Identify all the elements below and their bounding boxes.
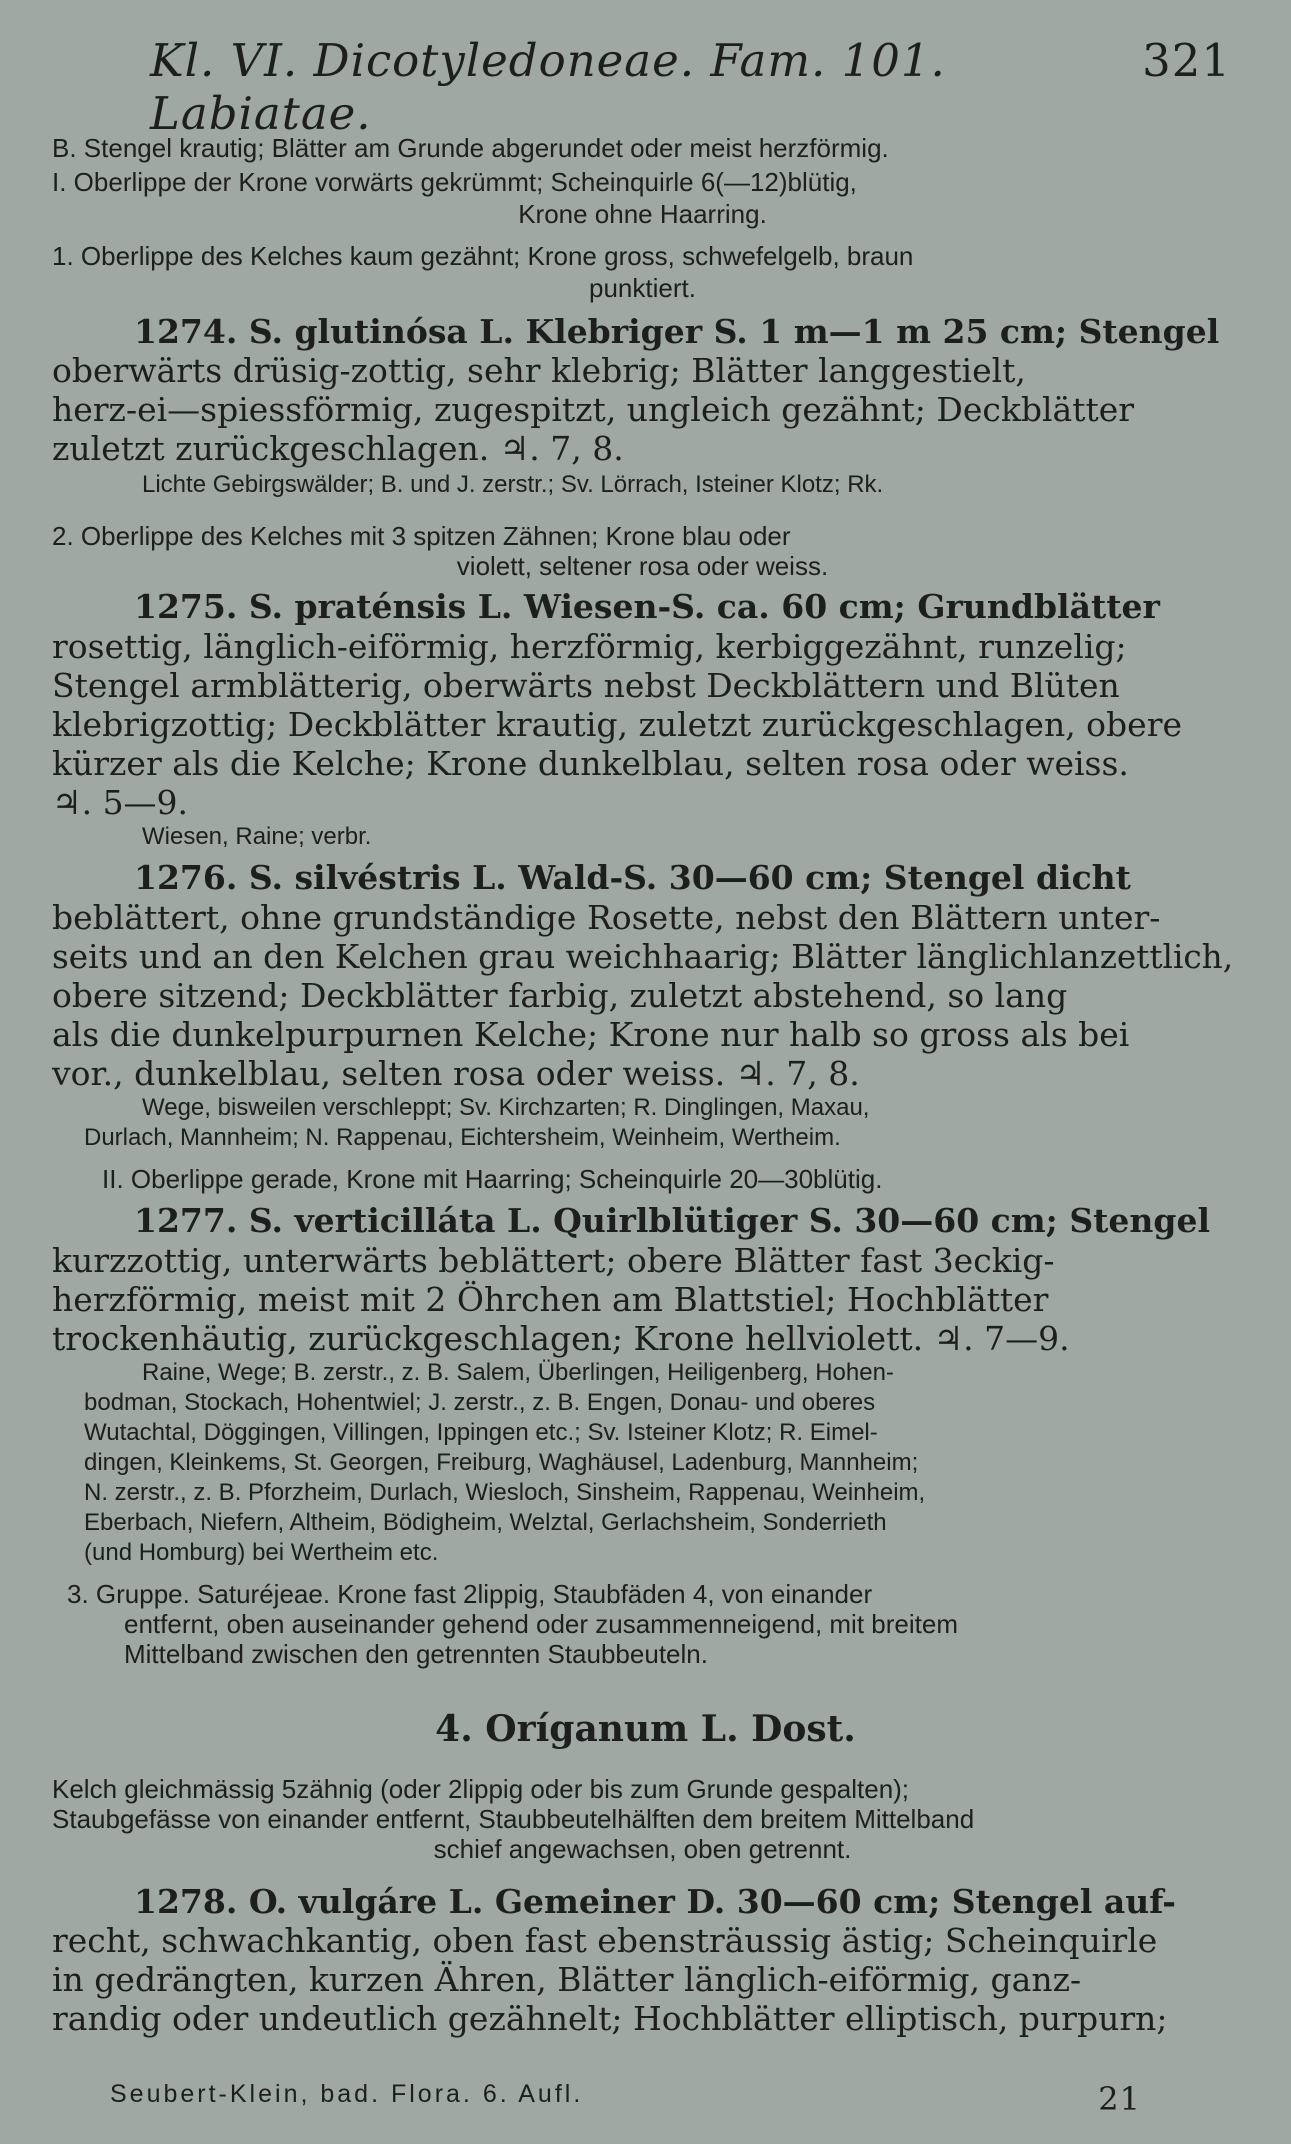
species-entry-line: recht, schwachkantig, oben fast ebensträussig ästig; Scheinquirle [52,1921,1158,1960]
key-line: Krone ohne Haarring. [518,199,767,229]
key-line: I. Oberlippe der Krone vorwärts gekrümmt; Scheinquirle 6(—12)blütig, [52,167,857,197]
genus-description-line: Kelch gleichmässig 5zähnig (oder 2lippig oder bis zum Grunde gespalten); [52,1774,910,1804]
key-line: punktiert. [589,273,696,303]
key-line: Mittelband zwischen den getrennten Staubbeuteln. [124,1639,708,1669]
page-footer [110,2080,1141,2118]
species-entry-line: Stengel armblätterig, oberwärts nebst Deckblättern und Blüten [52,666,1120,705]
species-entry-line: trockenhäutig, zurückgeschlagen; Krone hellviolett. ♃. 7—9. [52,1319,1070,1358]
genus-description-line: Staubgefässe von einander entfernt, Staubbeutelhälften dem breitem Mittelband [52,1804,975,1834]
running-header [150,34,1231,140]
key-line: violett, seltener rosa oder weiss. [456,551,829,581]
header-classification: Kl. VI. Dicotyledoneae. Fam. 101. Labiatae. [150,34,946,140]
species-entry-line: 1275. S. praténsis L. Wiesen-S. ca. 60 cm; Grundblätter [134,587,1160,626]
page-number: 321 [1142,34,1231,87]
species-entry-line: als die dunkelpurpurnen Kelche; Krone nur halb so gross als bei [52,1015,1130,1054]
species-entry-line: randig oder undeutlich gezähnelt; Hochblätter elliptisch, purpurn; [52,1999,1168,2038]
locality-line: Lichte Gebirgswälder; B. und J. zerstr.; Sv. Lörrach, Isteiner Klotz; Rk. [142,471,884,498]
locality-line: N. zerstr., z. B. Pforzheim, Durlach, Wiesloch, Sinsheim, Rappenau, Weinheim, [84,1479,926,1506]
genus-description-line: schief angewachsen, oben getrennt. [433,1834,852,1864]
species-entry-line: obere sitzend; Deckblätter farbig, zuletzt abstehend, so lang [52,976,1068,1015]
species-entry-line: seits und an den Kelchen grau weichhaarig; Blätter länglichlanzettlich, [52,937,1234,976]
locality-line: dingen, Kleinkems, St. Georgen, Freiburg, Waghäusel, Ladenburg, Mannheim; [84,1449,919,1476]
species-entry-line: vor., dunkelblau, selten rosa oder weiss. ♃. 7, 8. [52,1054,860,1093]
key-line: 1. Oberlippe des Kelches kaum gezähnt; Krone gross, schwefelgelb, braun [52,241,914,271]
locality-line: Durlach, Mannheim; N. Rappenau, Eichtersheim, Weinheim, Wertheim. [84,1124,841,1151]
species-entry-line: 1278. O. vulgáre L. Gemeiner D. 30—60 cm; Stengel auf- [134,1882,1176,1921]
species-entry-line: 1274. S. glutinósa L. Klebriger S. 1 m—1 m 25 cm; Stengel [134,312,1220,351]
species-entry-line: 1277. S. verticilláta L. Quirlblütiger S. 30—60 cm; Stengel [134,1201,1211,1240]
species-entry-line: kürzer als die Kelche; Krone dunkelblau, selten rosa oder weiss. [52,744,1129,783]
species-entry-line: in gedrängten, kurzen Ähren, Blätter länglich-eiförmig, ganz- [52,1960,1082,1999]
key-line: II. Oberlippe gerade, Krone mit Haarring; Scheinquirle 20—30blütig. [102,1164,883,1194]
genus-heading: 4. Oríganum L. Dost. [435,1708,856,1750]
key-line: 3. Gruppe. Saturéjeae. Krone fast 2lippig, Staubfäden 4, von einander [67,1579,873,1609]
locality-line: Raine, Wege; B. zerstr., z. B. Salem, Überlingen, Heiligenberg, Hohen- [142,1359,894,1386]
species-entry-line: 1276. S. silvéstris L. Wald-S. 30—60 cm; Stengel dicht [134,858,1131,897]
key-line: 2. Oberlippe des Kelches mit 3 spitzen Zähnen; Krone blau oder [52,521,791,551]
species-entry-line: zuletzt zurückgeschlagen. ♃. 7, 8. [52,429,624,468]
book-reference: Seubert-Klein, bad. Flora. 6. Aufl. [110,2080,584,2108]
species-entry-line: ♃. 5—9. [52,783,189,822]
species-entry-line: rosettig, länglich-eiförmig, herzförmig, kerbiggezähnt, runzelig; [52,627,1127,666]
locality-line: Wiesen, Raine; verbr. [142,823,372,850]
locality-line: Eberbach, Niefern, Altheim, Bödigheim, Welztal, Gerlachsheim, Sonderrieth [84,1509,887,1536]
locality-line: (und Homburg) bei Wertheim etc. [84,1539,439,1566]
locality-line: Wege, bisweilen verschleppt; Sv. Kirchzarten; R. Dinglingen, Maxau, [142,1094,870,1121]
species-entry-line: beblättert, ohne grundständige Rosette, nebst den Blättern unter- [52,898,1161,937]
locality-line: bodman, Stockach, Hohentwiel; J. zerstr., z. B. Engen, Donau- und oberes [84,1389,876,1416]
species-entry-line: kurzzottig, unterwärts beblättert; obere Blätter fast 3eckig- [52,1241,1055,1280]
signature-mark: 21 [1098,2080,1141,2118]
key-line: B. Stengel krautig; Blätter am Grunde abgerundet oder meist herzförmig. [52,133,889,163]
species-entry-line: oberwärts drüsig-zottig, sehr klebrig; Blätter langgestielt, [52,351,1026,390]
key-line: entfernt, oben auseinander gehend oder zusammenneigend, mit breitem [124,1609,958,1639]
locality-line: Wutachtal, Döggingen, Villingen, Ippingen etc.; Sv. Isteiner Klotz; R. Eimel- [84,1419,878,1446]
species-entry-line: klebrigzottig; Deckblätter krautig, zuletzt zurückgeschlagen, obere [52,705,1183,744]
species-entry-line: herzförmig, meist mit 2 Öhrchen am Blattstiel; Hochblätter [52,1280,1049,1319]
species-entry-line: herz-ei—spiessförmig, zugespitzt, ungleich gezähnt; Deckblätter [52,390,1135,429]
